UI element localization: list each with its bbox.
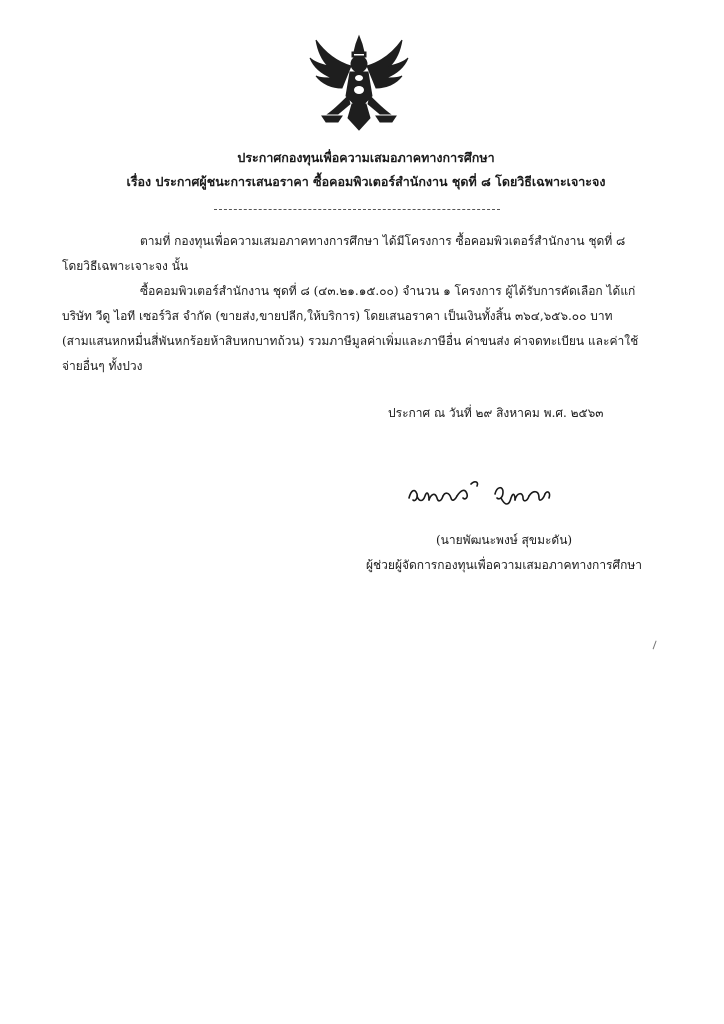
paragraph2-line1: ซื้อคอมพิวเตอร์สำนักงาน ชุดที่ ๘ (๔๓.๒๑.๑๕.๐๐) จำนวน ๑ โครงการ ผู้ได้รับการคัดเลือก ได้แก่ [140, 284, 636, 298]
signer-title: ผู้ช่วยผู้จัดการกองทุนเพื่อความเสมอภาคทางการศึกษา [366, 558, 643, 572]
paragraph1-line1: ตามที่ กองทุนเพื่อความเสมอภาคทางการศึกษา ได้มีโครงการ ซื้อคอมพิวเตอร์สำนักงาน ชุดที่ ๘ [140, 234, 626, 248]
paragraph2-line2: บริษัท วีดู ไอที เซอร์วิส จำกัด (ขายส่ง,ขายปลีก,ให้บริการ) โดยเสนอราคา เป็นเงินทั้งสิ้น ๓๖๔,๖๕๖.๐๐ บาท [62, 309, 613, 323]
paragraph2-line4: จ่ายอื่นๆ ทั้งปวง [62, 359, 143, 373]
paragraph2-line3: (สามแสนหกหมื่นสี่พันหกร้อยห้าสิบหกบาทถ้วน) รวมภาษีมูลค่าเพิ่มและภาษีอื่น ค่าขนส่ง ค่าจดทะเบียน และค่าใช้ [62, 334, 639, 348]
scan-speck [653, 641, 660, 651]
paragraph1-line2: โดยวิธีเฉพาะเจาะจง นั้น [62, 259, 189, 273]
announcement-title: ประกาศกองทุนเพื่อความเสมอภาคทางการศึกษา [237, 150, 495, 165]
separator-line [214, 209, 500, 210]
signer-name: (นายพัฒนะพงษ์ สุขมะดัน) [436, 533, 573, 547]
announcement-date: ประกาศ ณ วันที่ ๒๙ สิงหาคม พ.ศ. ๒๕๖๓ [388, 406, 604, 420]
announcement-subject: เรื่อง ประกาศผู้ชนะการเสนอราคา ซื้อคอมพิวเตอร์สำนักงาน ชุดที่ ๘ โดยวิธีเฉพาะเจาะจง [126, 174, 606, 189]
garuda-emblem-icon [308, 34, 410, 132]
signature-icon [405, 476, 565, 516]
